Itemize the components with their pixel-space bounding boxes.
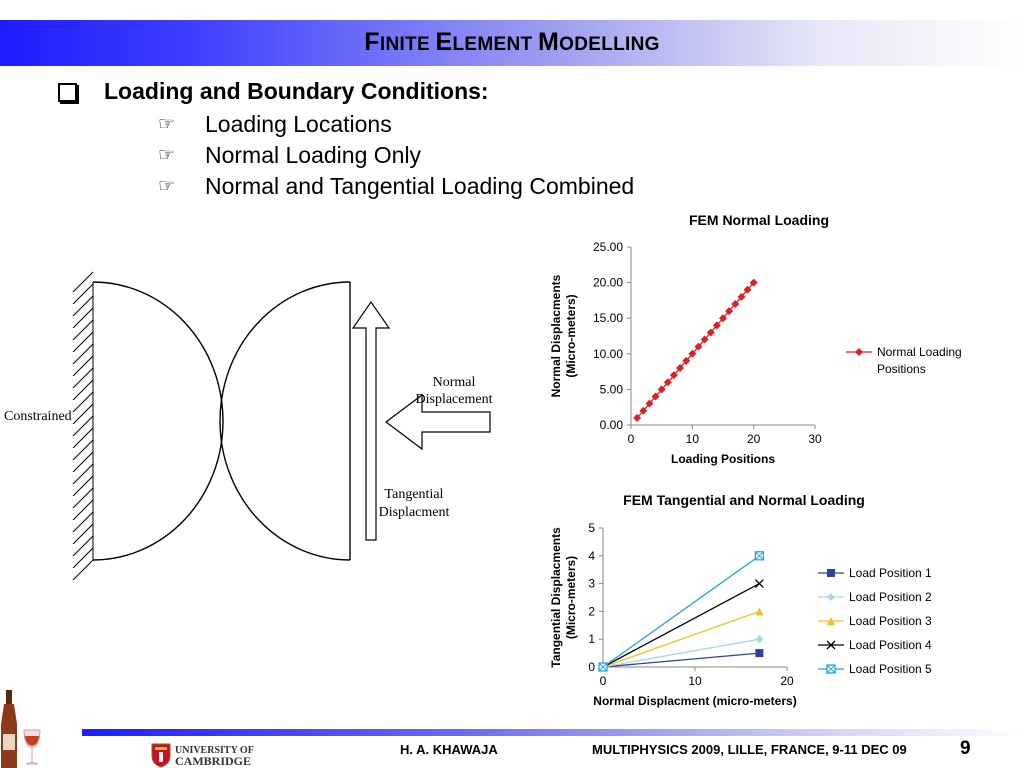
y-tick-label: 3 (588, 576, 595, 591)
data-point (755, 607, 763, 615)
series-line (603, 556, 759, 667)
x-tick-label: 10 (688, 674, 702, 688)
data-point (755, 635, 763, 643)
x-tick-label: 0 (627, 432, 635, 446)
x-tick-label: 30 (808, 432, 822, 446)
data-point (855, 348, 863, 356)
chart-title: FEM Tangential and Normal Loading (623, 492, 865, 508)
y-tick-label: 0 (588, 660, 595, 674)
legend-label: Load Position 5 (849, 662, 932, 676)
y-tick-label: 15.00 (592, 311, 623, 326)
legend-label: Load Position 2 (849, 590, 932, 604)
normal-label-1: Normal (432, 375, 476, 390)
wall-hatch (73, 524, 93, 544)
wall-hatch (73, 500, 93, 520)
university-of-cambridge-logo (150, 742, 262, 768)
right-half-disc (220, 282, 350, 560)
wall-hatch (73, 476, 93, 496)
page-number: 9 (960, 738, 971, 759)
wall-hatch (73, 440, 93, 460)
wall-hatch (73, 356, 93, 376)
wall-hatch (73, 368, 93, 388)
series-line (603, 639, 759, 667)
wall-hatch (73, 548, 93, 568)
footer-divider (82, 729, 1024, 736)
x-tick-label: 20 (780, 674, 794, 688)
y-tick-label: 4 (588, 548, 595, 563)
wall-hatch (73, 308, 93, 328)
university-line2: CAMBRIDGE (175, 754, 252, 768)
wall-hatch (73, 416, 93, 436)
wall-hatch (73, 452, 93, 472)
y-tick-label: 5.00 (599, 382, 623, 397)
data-point (755, 580, 763, 588)
wall-hatch (73, 380, 93, 400)
y-axis-label: Tangential Displacments (549, 527, 563, 668)
fem-normal-loading-chart (540, 205, 1020, 475)
chart-title: FEM Normal Loading (689, 212, 829, 228)
data-point (755, 649, 763, 657)
normal-label-2: Displacement (415, 392, 493, 407)
y-axis-label-units: (Micro-meters) (564, 555, 578, 640)
university-line1: UNIVERSITY OF (175, 745, 254, 756)
x-axis-label: Normal Displacment (micro-meters) (593, 694, 797, 708)
sub-bullet-2: Normal Loading Only (205, 142, 422, 168)
constrained-wall (73, 272, 93, 580)
fem-tangential-normal-chart (540, 485, 1020, 720)
series-line (603, 584, 759, 667)
wall-hatch (73, 272, 93, 292)
pointing-hand-icon: ☞ (158, 114, 176, 135)
data-point (827, 569, 835, 577)
legend-label: Load Position 4 (849, 638, 932, 652)
pointing-hand-icon: ☞ (158, 145, 176, 166)
constrained-label: Constrained (4, 409, 72, 424)
y-tick-label: 2 (588, 604, 595, 619)
slide-title: FINITE ELEMENT MODELLING (364, 28, 660, 56)
tangential-label-2: Displacment (378, 505, 450, 520)
sub-bullet-3: Normal and Tangential Loading Combined (205, 173, 635, 199)
wall-hatch (73, 344, 93, 364)
wall-hatch (73, 320, 93, 340)
y-tick-label: 10.00 (592, 346, 623, 361)
pointing-hand-icon: ☞ (158, 176, 176, 197)
wall-hatch (73, 488, 93, 508)
wall-hatch (73, 332, 93, 352)
contact-diagram (0, 260, 520, 600)
series-line (603, 611, 759, 667)
wall-hatch (73, 560, 93, 580)
wall-hatch (73, 404, 93, 424)
wall-hatch (73, 464, 93, 484)
wall-hatch (73, 284, 93, 304)
checkbox-bullet-icon (58, 83, 77, 102)
main-bullet: Loading and Boundary Conditions: (104, 78, 489, 104)
x-tick-label: 0 (599, 674, 607, 688)
data-point (827, 593, 835, 601)
footer-conference: MULTIPHYSICS 2009, LILLE, FRANCE, 9-11 DEC 09 (592, 742, 907, 757)
legend-label: Positions (877, 362, 926, 376)
y-axis-label: Normal Displacments (549, 274, 563, 398)
wine-bottle-image (0, 690, 42, 768)
wall-hatch (73, 512, 93, 532)
x-tick-label: 10 (685, 432, 700, 446)
legend-label: Load Position 1 (849, 566, 932, 580)
legend-label: Normal Loading (877, 345, 962, 359)
y-tick-label: 0.00 (599, 418, 623, 432)
legend-label: Load Position 3 (849, 614, 932, 628)
y-axis-label-units: (Micro-meters) (564, 294, 578, 378)
y-tick-label: 20.00 (592, 275, 623, 290)
y-tick-label: 1 (588, 632, 595, 647)
wall-hatch (73, 428, 93, 448)
x-tick-label: 20 (746, 432, 761, 446)
x-axis-label: Loading Positions (671, 452, 775, 466)
footer-author: H. A. KHAWAJA (400, 742, 498, 757)
tangential-label-1: Tangential (384, 487, 444, 502)
left-half-disc (93, 282, 223, 560)
y-tick-label: 25.00 (592, 240, 623, 254)
y-tick-label: 5 (588, 521, 595, 535)
wall-hatch (73, 392, 93, 412)
wall-hatch (73, 296, 93, 316)
wall-hatch (73, 536, 93, 556)
sub-bullet-1: Loading Locations (205, 111, 392, 137)
